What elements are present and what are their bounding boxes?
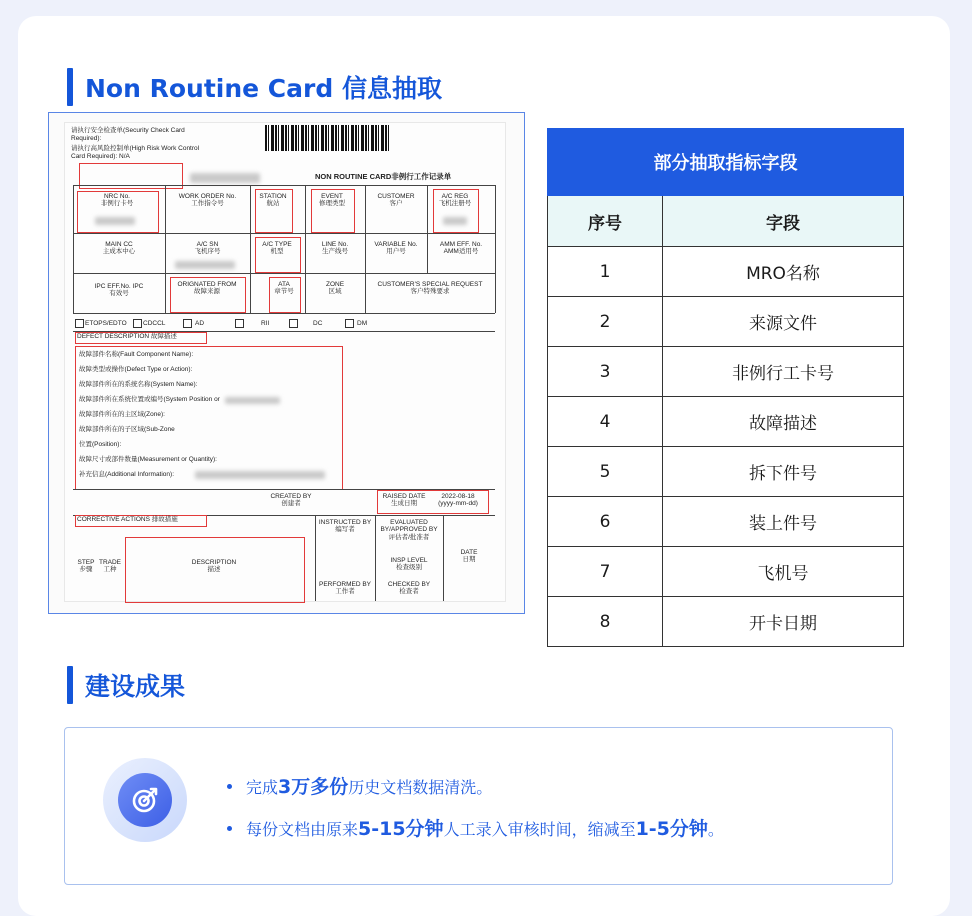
row-index: 2 (548, 297, 663, 347)
table-title: 部分抽取指标字段 (548, 129, 904, 196)
row-field: 装上件号 (663, 497, 904, 547)
raised-date-label: RAISED DATE 生成日期 (382, 493, 426, 508)
table-row (548, 497, 904, 547)
row-index: 3 (548, 347, 663, 397)
column-header-field: 字段 (663, 196, 904, 247)
main-cc-label: MAIN CC 主成本中心 (102, 241, 136, 256)
event-label: EVENT 修理类型 (319, 193, 345, 208)
row-index: 8 (548, 597, 663, 647)
variable-no-label: VARIABLE No. 用户号 (374, 241, 418, 256)
doc-text: Required): (71, 135, 102, 142)
doc-text: Card Required): N/A (71, 153, 130, 160)
row-index: 6 (548, 497, 663, 547)
doc-text: 请执行安全检查单(Security Check Card (71, 127, 185, 134)
form-title: NON ROUTINE CARD非例行工作记录单 (315, 172, 452, 181)
table-row (548, 547, 904, 597)
table-row (548, 397, 904, 447)
row-field: 故障描述 (663, 397, 904, 447)
results-box (64, 727, 893, 885)
station-label: STATION 航站 (259, 193, 287, 208)
ac-type-label: A/C TYPE 机型 (262, 241, 292, 256)
target-icon-badge (103, 758, 187, 842)
result-bullet-1 (227, 772, 492, 799)
work-order-label: WORK ORDER No. 工作指令号 (178, 193, 237, 208)
customer-label: CUSTOMER 客户 (377, 193, 415, 208)
row-field: 非例行工卡号 (663, 347, 904, 397)
defect-description-label: DEFECT DESCRIPTION 故障描述 (77, 333, 177, 340)
row-field: 来源文件 (663, 297, 904, 347)
bullet-text: 完成 (246, 778, 279, 797)
table-header-row (548, 196, 904, 247)
ata-label: ATA 章节号 (274, 281, 294, 296)
table-title-row (548, 129, 904, 196)
scanned-nrc-document (48, 112, 525, 614)
created-by-label: CREATED BY 创建者 (270, 493, 312, 508)
table-row (548, 447, 904, 497)
column-header-index: 序号 (548, 196, 663, 247)
amm-eff-label: AMM EFF. No. AMM适用号 (439, 241, 483, 256)
ac-reg-label: A/C REG 飞机注册号 (438, 193, 472, 208)
bullet-highlight: 5-15分钟 (358, 818, 444, 840)
zone-label: ZONE 区域 (325, 281, 345, 296)
bullet-dot (227, 826, 232, 831)
ipc-eff-label: IPC EFF.No. IPC 有效号 (94, 283, 144, 298)
nrc-no-label: NRC No. 非例行卡号 (100, 193, 134, 208)
table-row (548, 297, 904, 347)
bullet-dot (227, 784, 232, 789)
barcode (265, 125, 390, 151)
row-index: 1 (548, 247, 663, 297)
table-row (548, 347, 904, 397)
originated-from-label: ORIGNATED FROM 故障来源 (177, 281, 237, 296)
corrective-actions-label: CORRECTIVE ACTIONS 排故措施 (77, 516, 178, 523)
bullet-highlight: 3万多份 (278, 776, 349, 798)
row-field: 拆下件号 (663, 447, 904, 497)
section-title-text: Non Routine Card 信息抽取 (85, 74, 442, 103)
section-title-results (67, 666, 185, 704)
row-field: 飞机号 (663, 547, 904, 597)
raised-date-value: 2022-08-18 (yyyy-mm-dd) (438, 493, 478, 508)
extraction-fields-table (547, 128, 904, 647)
row-field: 开卡日期 (663, 597, 904, 647)
title-accent-bar (67, 666, 73, 704)
row-index: 7 (548, 547, 663, 597)
redacted-area (190, 173, 260, 183)
table-row (548, 247, 904, 297)
row-field: MRO名称 (663, 247, 904, 297)
bullet-text: 历史文档数据清洗。 (348, 778, 493, 797)
result-bullet-2 (227, 814, 724, 841)
section-title-text: 建设成果 (85, 672, 186, 701)
bullet-text: 人工录入审核时间，缩减至 (443, 820, 636, 839)
title-accent-bar (67, 68, 73, 106)
row-index: 4 (548, 397, 663, 447)
bullet-text: 每份文档由原来 (246, 820, 359, 839)
table-row (548, 597, 904, 647)
doc-text: 请执行高风险控制单(High Risk Work Control (71, 145, 200, 152)
ac-sn-label: A/C SN 飞机序号 (194, 241, 221, 256)
special-request-label: CUSTOMER'S SPECIAL REQUEST 客户特殊要求 (377, 281, 483, 296)
bullet-highlight: 1-5分钟 (635, 818, 708, 840)
line-no-label: LINE No. 生产线号 (321, 241, 349, 256)
nrc-form: 请执行安全检查单(Security Check Card Required): 请执行高风险控制单(High Risk Work Control Card Required): N/A NON ROUTINE CARD非例行工作记录单 NRC No. 非例行卡号 WORK ORDER No. 工作指令号 STATION 航站 EVENT 修理类型 CUSTOMER 客户 A/C REG 飞机注册号 MAIN CC 主成本中心 A/C SN 飞机序号 A/C TYPE 机型 LINE No. 生产线号 VARIABLE No. 用户号 AMM EFF. No. AMM适用号 IPC EFF.No. IPC 有效号 ORIGNATED FROM 故障来源 ATA 章节号 ZONE 区域 CUSTOMER'S SPECIAL REQUEST 客户特殊要求 ETOPS/EDTO CDCCL AD RII DC DM DEFECT DESCRIPTION 故障描述 故障部件名称(Fault Component Name): 故障类型或操作(Defect Type or Action): 故障部件所在的系统名称(System Name): 故障部件所在系统位置或编号(System Position or 故障部件所在的主区域(Zone): 故障部件所在的子区域(Sub-Zone 位置(Position): 故障尺寸或部件数量(Measurement or Quantity): 补充信息(Additional Information): CREATED BY 创建者 RAISED DATE 生成日期 2022-08-18 (yyyy-mm-dd) CORRECTIVE ACTIONS 排故措施 INSTRUCTED BY 编写者 EVALUATED BY/APPROVED BY 评估者/批准者 DATE 日期 INSP LEVEL 检查级别 STEP 步骤 TRADE 工种 DESCRIPTION 描述 PERFORMED BY 工作者 CHECKED BY 检查者 (65, 123, 505, 601)
section-title-extraction (67, 68, 442, 106)
bullet-text: 。 (707, 820, 724, 839)
target-icon (118, 773, 172, 827)
row-index: 5 (548, 447, 663, 497)
